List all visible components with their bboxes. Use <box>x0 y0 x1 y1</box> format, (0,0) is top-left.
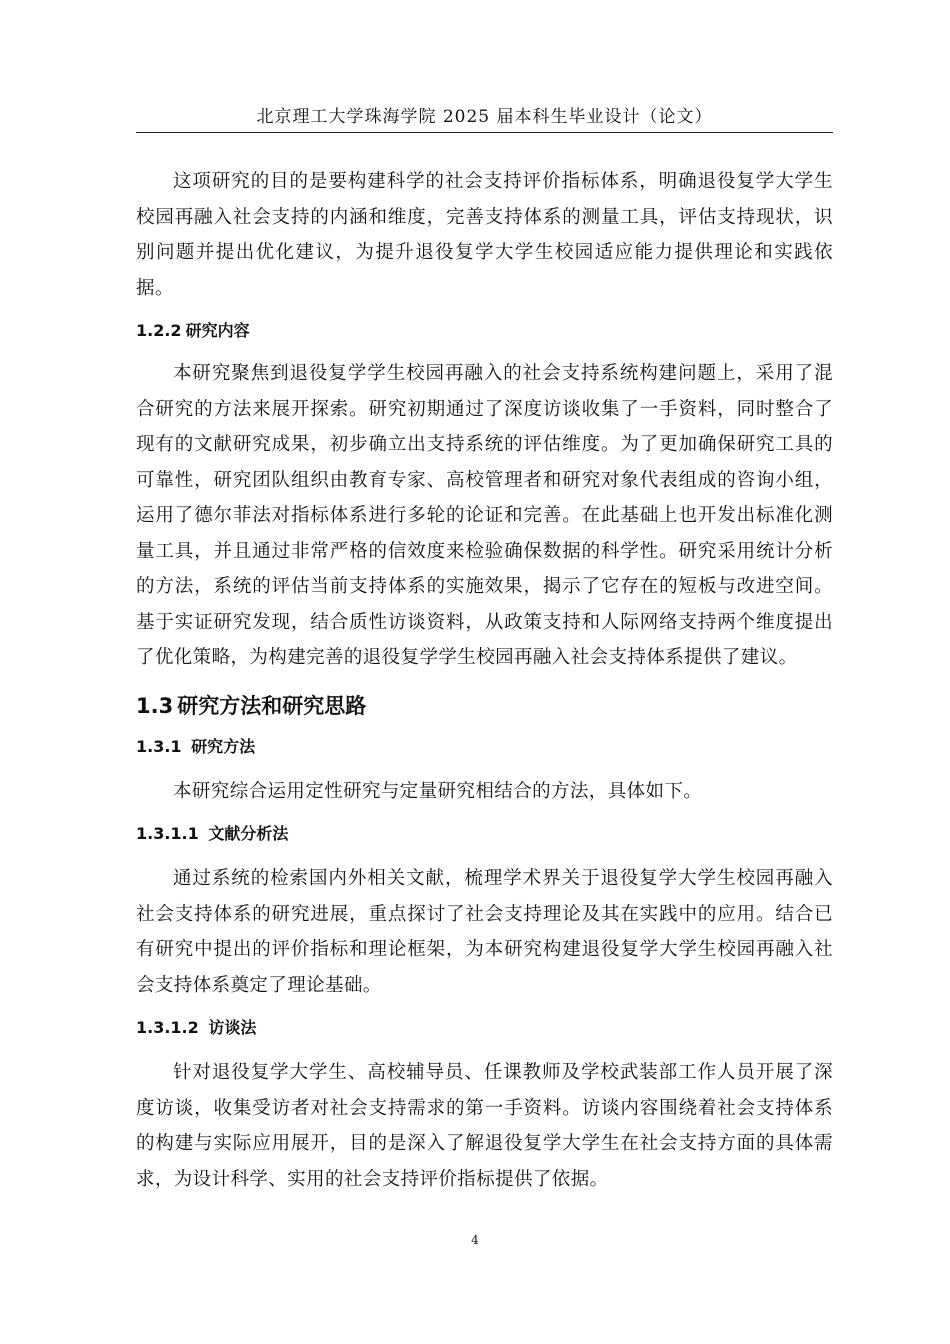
page-number: 4 <box>471 1233 479 1247</box>
paragraph-interview-method: 针对退役复学大学生、高校辅导员、任课教师及学校武装部工作人员开展了深度访谈，收集受访者对社会支持需求的第一手资料。访谈内容围绕着社会支持体系的构建与实际应用展开，目的是深入了解退役复学大学生在社会支持方面的具体需求，为设计科学、实用的社会支持评价指标提供了依据。 <box>136 1062 833 1190</box>
heading-title: 研究方法和研究思路 <box>177 693 367 718</box>
paragraph-research-purpose: 这项研究的目的是要构建科学的社会支持评价指标体系，明确退役复学大学生校园再融入社会支持的内涵和维度，完善支持体系的测量工具，评估支持现状，识别问题并提出优化建议，为提升退役复学大学生校园适应能力提供理论和实践依据。 <box>136 171 833 299</box>
heading-number: 1.3.1.1 <box>136 824 199 843</box>
paragraph-research-content: 本研究聚焦到退役复学学生校园再融入的社会支持系统构建问题上，采用了混合研究的方法来展开探索。研究初期通过了深度访谈收集了一手资料，同时整合了现有的文献研究成果，初步确立出支持系统的评估维度。为了更加确保研究工具的可靠性，研究团队组织由教育专家、高校管理者和研究对象代表组成的咨询小组，运用了德尔菲法对指标体系进行多轮的论证和完善。在此基础上也开发出标准化测量工具，并且通过非常严格的信效度来检验确保数据的科学性。研究采用统计分析的方法，系统的评估当前支持体系的实施效果，揭示了它存在的短板与改进空间。基于实证研究发现，结合质性访谈资料，从政策支持和人际网络支持两个维度提出了优化策略，为构建完善的退役复学学生校园再融入社会支持体系提供了建议。 <box>136 363 833 668</box>
heading-title: 研究方法 <box>191 736 256 756</box>
paragraph-methods-intro: 本研究综合运用定性研究与定量研究相结合的方法，具体如下。 <box>173 780 703 802</box>
heading-1-3-1 <box>136 736 833 758</box>
heading-title: 研究内容 <box>185 321 250 340</box>
heading-title: 访谈法 <box>208 1018 257 1037</box>
heading-1-3-1-2 <box>136 1017 833 1039</box>
heading-number: 1.3.1.2 <box>136 1018 199 1037</box>
heading-number: 1.2.2 <box>136 321 182 340</box>
heading-1-3-1-1 <box>136 823 833 845</box>
page-body <box>136 164 833 1197</box>
paragraph-literature-analysis: 通过系统的检索国内外相关文献，梳理学术界关于退役复学大学生校园再融入社会支持体系的研究进展，重点探讨了社会支持理论及其在实践中的应用。结合已有研究中提出的评价指标和理论框架，为本研究构建退役复学大学生校园再融入社会支持体系奠定了理论基础。 <box>136 868 833 996</box>
running-header: 北京理工大学珠海学院 2025 届本科生毕业设计（论文） <box>136 104 833 133</box>
heading-number: 1.3.1 <box>136 736 182 756</box>
heading-1-3 <box>136 692 833 720</box>
heading-number: 1.3 <box>136 693 174 718</box>
heading-title: 文献分析法 <box>208 824 289 843</box>
heading-1-2-2 <box>136 320 833 342</box>
